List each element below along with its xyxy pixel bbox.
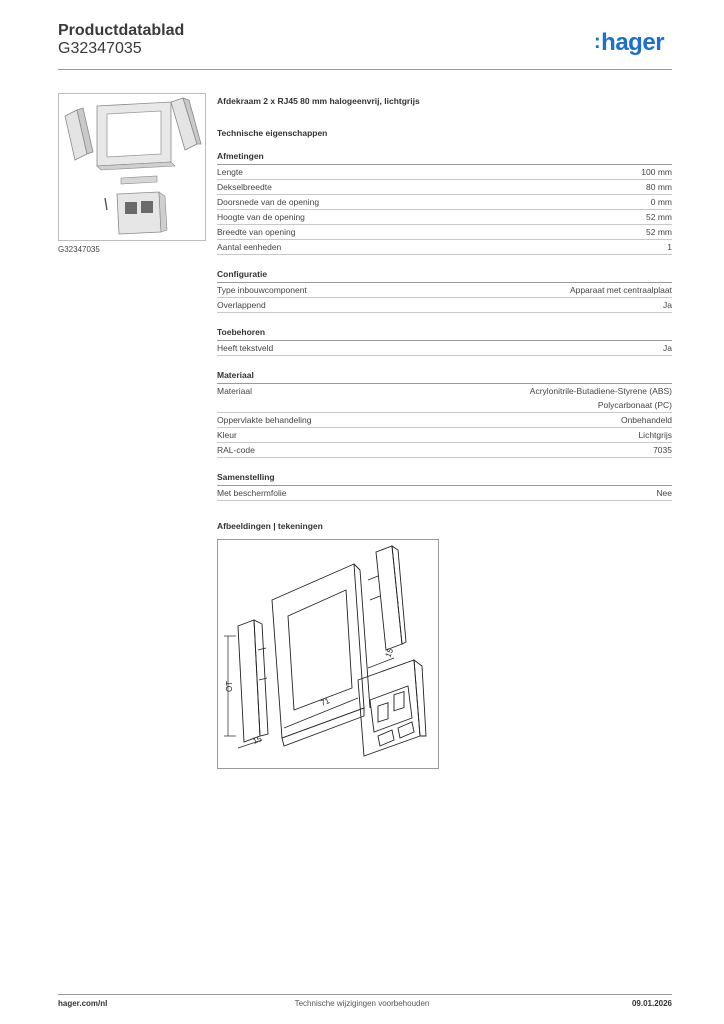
header-divider bbox=[58, 69, 672, 70]
logo-dots-icon: : bbox=[594, 31, 601, 53]
property-label: RAL-code bbox=[217, 445, 255, 455]
property-value-line: 52 mm bbox=[646, 212, 672, 222]
property-value bbox=[641, 165, 672, 179]
property-value bbox=[646, 180, 672, 194]
footer-website-link[interactable]: hager.com/nl bbox=[58, 999, 108, 1008]
dim-right-depth-label: 15 bbox=[383, 647, 396, 659]
product-code: G32347035 bbox=[58, 40, 142, 57]
property-label: Lengte bbox=[217, 167, 243, 177]
property-section bbox=[217, 472, 672, 501]
property-value-line: 80 mm bbox=[646, 182, 672, 192]
footer-disclaimer: Technische wijzigingen voorbehouden bbox=[294, 999, 430, 1008]
section-title: Configuratie bbox=[217, 269, 672, 283]
property-sections bbox=[217, 151, 672, 501]
property-row bbox=[217, 428, 672, 443]
property-value-line: Polycarbonaat (PC) bbox=[597, 400, 672, 410]
property-label: Dekselbreedte bbox=[217, 182, 272, 192]
section-title: Toebehoren bbox=[217, 327, 672, 341]
main-content bbox=[217, 95, 672, 769]
property-row bbox=[217, 443, 672, 458]
property-label: Type inbouwcomponent bbox=[217, 285, 307, 295]
document-title: Productdatablad bbox=[58, 22, 185, 39]
property-label: Aantal eenheden bbox=[217, 242, 282, 252]
property-value bbox=[621, 413, 672, 427]
property-value-line: 52 mm bbox=[646, 227, 672, 237]
property-value bbox=[570, 283, 672, 297]
property-label: Oppervlakte behandeling bbox=[217, 415, 312, 425]
property-section bbox=[217, 370, 672, 458]
property-row bbox=[217, 384, 672, 413]
property-value bbox=[663, 341, 672, 355]
property-value-line: 100 mm bbox=[641, 167, 672, 177]
property-row bbox=[217, 180, 672, 195]
property-value-line: Acrylonitrile-Butadiene-Styrene (ABS) bbox=[529, 386, 672, 396]
property-label: Materiaal bbox=[217, 386, 252, 396]
hager-logo[interactable] bbox=[594, 30, 664, 55]
section-title: Afmetingen bbox=[217, 151, 672, 165]
property-section bbox=[217, 327, 672, 356]
property-row bbox=[217, 298, 672, 313]
section-title: Samenstelling bbox=[217, 472, 672, 486]
property-label: Kleur bbox=[217, 430, 237, 440]
property-label: Hoogte van de opening bbox=[217, 212, 305, 222]
property-value bbox=[656, 486, 672, 500]
property-value-line: Onbehandeld bbox=[620, 415, 672, 425]
thumbnail-caption: G32347035 bbox=[58, 245, 100, 254]
dimension-drawing-icon bbox=[218, 540, 438, 768]
property-row bbox=[217, 283, 672, 298]
product-photo-icon bbox=[59, 94, 205, 240]
footer-divider bbox=[58, 994, 672, 995]
property-value bbox=[646, 225, 672, 239]
property-value-line: Nee bbox=[656, 488, 672, 498]
property-label: Met beschermfolie bbox=[217, 488, 287, 498]
property-label: Overlappend bbox=[217, 300, 266, 310]
property-row bbox=[217, 240, 672, 255]
property-value bbox=[651, 195, 672, 209]
page-header bbox=[58, 22, 184, 58]
technical-properties-heading: Technische eigenschappen bbox=[217, 128, 328, 138]
dim-left-depth-label: 15 bbox=[251, 734, 264, 746]
property-section bbox=[217, 151, 672, 255]
property-value bbox=[663, 298, 672, 312]
property-section bbox=[217, 269, 672, 313]
property-value bbox=[530, 384, 672, 412]
property-label: Doorsnede van de opening bbox=[217, 197, 320, 207]
dim-width-label: 71 bbox=[319, 696, 332, 708]
property-row bbox=[217, 341, 672, 356]
footer-date: 09.01.2026 bbox=[631, 999, 672, 1008]
product-name: Afdekraam 2 x RJ45 80 mm halogeenvrij, lichtgrijs bbox=[217, 96, 420, 106]
property-label: Breedte van opening bbox=[217, 227, 296, 237]
property-value bbox=[638, 428, 672, 442]
property-value-line: Apparaat met centraalplaat bbox=[569, 285, 672, 295]
property-row bbox=[217, 486, 672, 501]
property-value bbox=[667, 240, 672, 254]
images-heading: Afbeeldingen | tekeningen bbox=[217, 521, 323, 531]
product-thumbnail bbox=[58, 93, 206, 241]
property-row bbox=[217, 165, 672, 180]
property-row bbox=[217, 225, 672, 240]
property-row bbox=[217, 210, 672, 225]
section-title: Materiaal bbox=[217, 370, 672, 384]
property-value-line: Lichtgrijs bbox=[638, 430, 672, 440]
property-value-line: 1 bbox=[667, 242, 672, 252]
property-label: Heeft tekstveld bbox=[217, 343, 274, 353]
property-value bbox=[653, 443, 672, 457]
dim-height-label: OT bbox=[225, 680, 234, 692]
property-value-line: Ja bbox=[663, 300, 672, 310]
property-value-line: Ja bbox=[663, 343, 672, 353]
property-value-line: 7035 bbox=[653, 445, 672, 455]
property-row bbox=[217, 195, 672, 210]
property-row bbox=[217, 413, 672, 428]
property-value bbox=[646, 210, 672, 224]
technical-drawing bbox=[217, 539, 439, 769]
property-value-line: 0 mm bbox=[650, 197, 672, 207]
logo-text: hager bbox=[601, 29, 665, 56]
